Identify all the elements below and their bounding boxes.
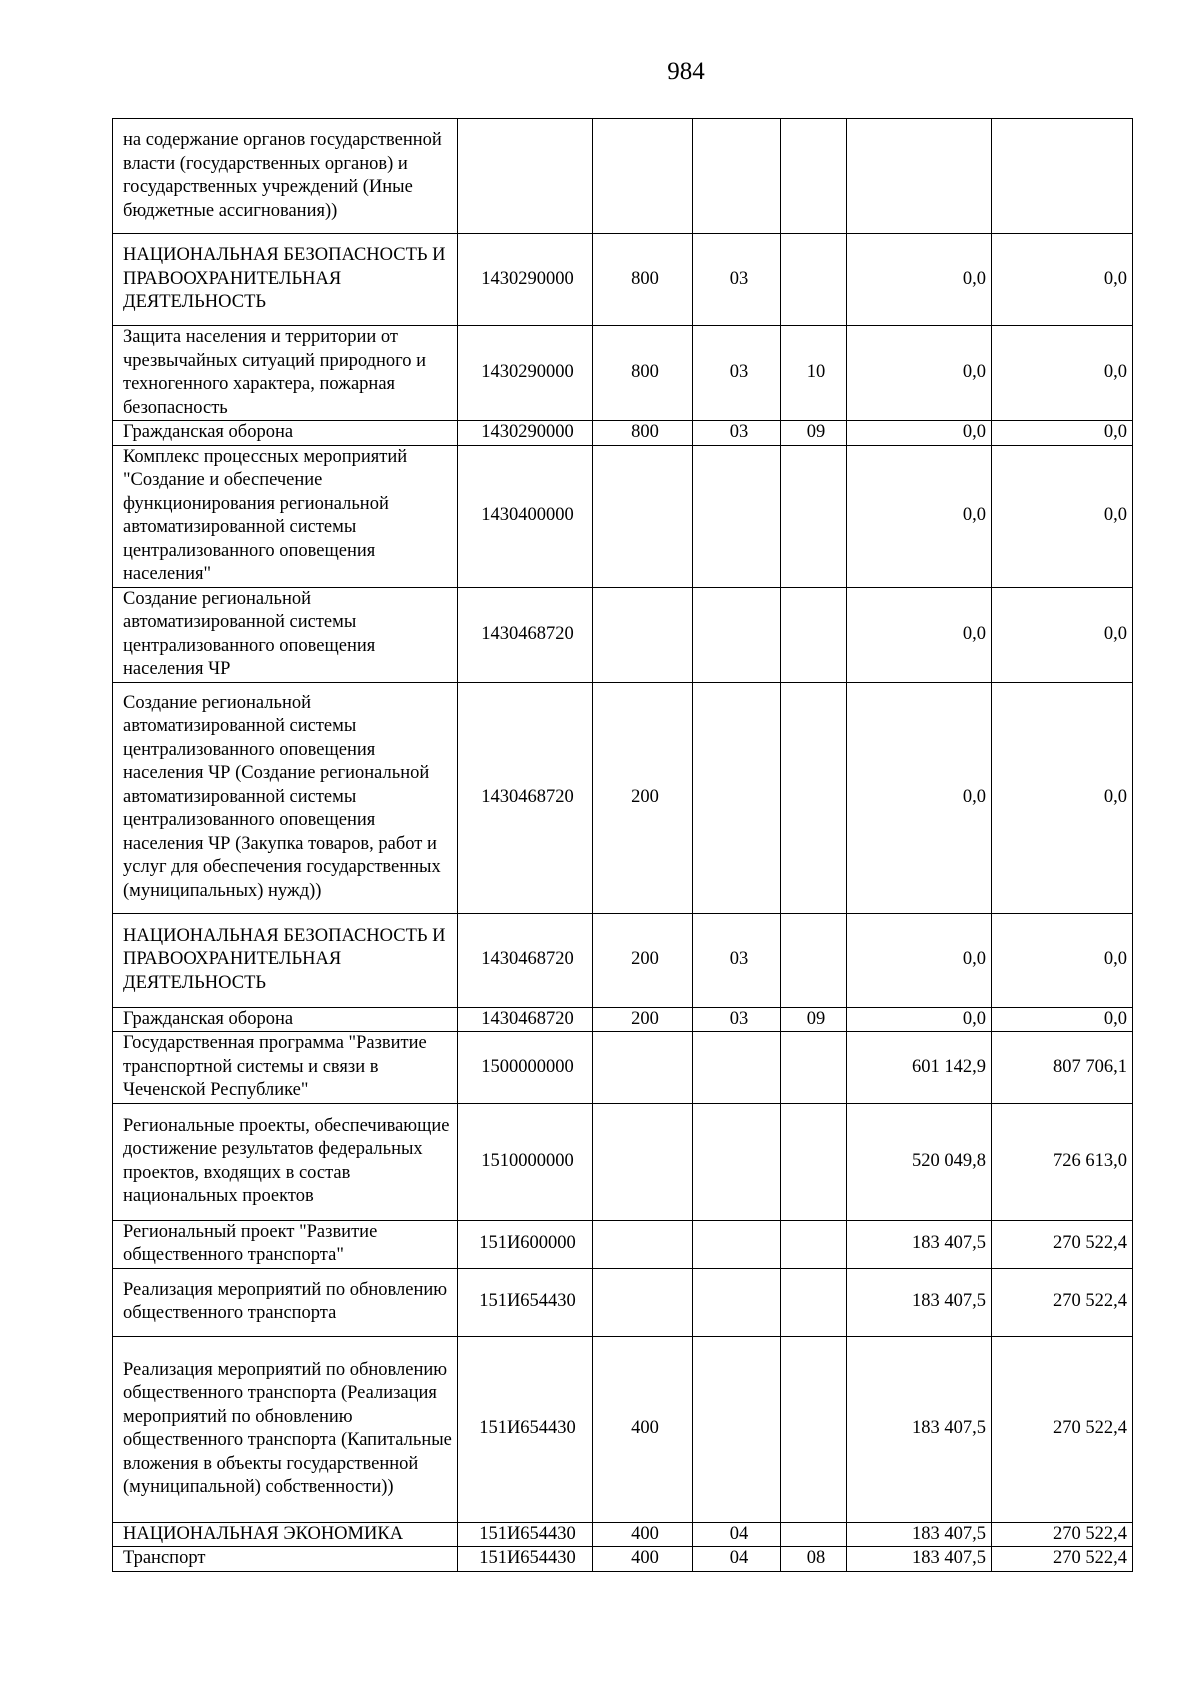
cell-expense-type: 200 [593, 913, 693, 1007]
cell-target-code: 151И654430 [458, 1336, 593, 1522]
table-row [113, 1220, 1133, 1268]
cell-description: Реализация мероприятий по обновлению общественного транспорта [113, 1268, 458, 1336]
cell-amount-2: 0,0 [992, 326, 1133, 421]
cell-amount-1: 0,0 [847, 587, 992, 682]
cell-amount-2: 270 522,4 [992, 1268, 1133, 1336]
cell-target-code: 151И654430 [458, 1547, 593, 1572]
cell-subsection: 09 [781, 1007, 847, 1032]
cell-amount-1: 0,0 [847, 682, 992, 913]
cell-subsection [781, 445, 847, 587]
cell-target-code: 1510000000 [458, 1103, 593, 1220]
cell-target-code: 1430290000 [458, 234, 593, 326]
cell-amount-2: 0,0 [992, 445, 1133, 587]
cell-target-code: 1430290000 [458, 421, 593, 446]
cell-amount-1: 601 142,9 [847, 1032, 992, 1104]
cell-amount-1: 183 407,5 [847, 1547, 992, 1572]
cell-description: Гражданская оборона [113, 421, 458, 446]
cell-amount-1: 0,0 [847, 234, 992, 326]
cell-description: Региональные проекты, обеспечивающие достижение результатов федеральных проектов, входящих в состав национальных проектов [113, 1103, 458, 1220]
cell-amount-2: 0,0 [992, 234, 1133, 326]
cell-section [693, 1103, 781, 1220]
cell-amount-1: 183 407,5 [847, 1522, 992, 1547]
cell-section [693, 445, 781, 587]
cell-amount-1: 183 407,5 [847, 1268, 992, 1336]
cell-amount-2: 0,0 [992, 682, 1133, 913]
cell-section: 03 [693, 913, 781, 1007]
cell-section [693, 1220, 781, 1268]
cell-section: 04 [693, 1547, 781, 1572]
cell-subsection [781, 1032, 847, 1104]
cell-amount-2: 270 522,4 [992, 1336, 1133, 1522]
cell-amount-1: 183 407,5 [847, 1220, 992, 1268]
cell-expense-type [593, 1268, 693, 1336]
cell-amount-1: 0,0 [847, 1007, 992, 1032]
cell-amount-1: 183 407,5 [847, 1336, 992, 1522]
cell-subsection [781, 1522, 847, 1547]
cell-subsection: 09 [781, 421, 847, 446]
cell-amount-2: 0,0 [992, 913, 1133, 1007]
cell-amount-2: 270 522,4 [992, 1522, 1133, 1547]
table-row [113, 326, 1133, 421]
cell-expense-type: 400 [593, 1547, 693, 1572]
cell-section: 04 [693, 1522, 781, 1547]
cell-expense-type [593, 445, 693, 587]
cell-amount-2: 270 522,4 [992, 1220, 1133, 1268]
table-row [113, 587, 1133, 682]
cell-expense-type: 400 [593, 1522, 693, 1547]
cell-amount-1: 0,0 [847, 913, 992, 1007]
table-row [113, 421, 1133, 446]
budget-table [112, 118, 1133, 1572]
cell-amount-2 [992, 119, 1133, 234]
cell-section [693, 1336, 781, 1522]
cell-amount-1: 0,0 [847, 445, 992, 587]
cell-description: Региональный проект "Развитие общественного транспорта" [113, 1220, 458, 1268]
table-row [113, 1103, 1133, 1220]
cell-expense-type: 200 [593, 1007, 693, 1032]
table-row [113, 1336, 1133, 1522]
table-row [113, 1547, 1133, 1572]
table-row [113, 1522, 1133, 1547]
cell-expense-type [593, 119, 693, 234]
table-row [113, 119, 1133, 234]
table-row [113, 234, 1133, 326]
cell-target-code: 1430468720 [458, 1007, 593, 1032]
cell-target-code [458, 119, 593, 234]
cell-amount-2: 270 522,4 [992, 1547, 1133, 1572]
cell-amount-1: 520 049,8 [847, 1103, 992, 1220]
cell-target-code: 151И654430 [458, 1522, 593, 1547]
cell-expense-type [593, 587, 693, 682]
cell-amount-2: 0,0 [992, 421, 1133, 446]
cell-description: Государственная программа "Развитие транспортной системы и связи в Чеченской Республике" [113, 1032, 458, 1104]
cell-target-code: 1430468720 [458, 913, 593, 1007]
cell-expense-type: 200 [593, 682, 693, 913]
cell-section: 03 [693, 326, 781, 421]
cell-target-code: 1430468720 [458, 587, 593, 682]
cell-subsection [781, 1268, 847, 1336]
cell-description: Защита населения и территории от чрезвычайных ситуаций природного и техногенного характера, пожарная безопасность [113, 326, 458, 421]
cell-amount-2: 0,0 [992, 1007, 1133, 1032]
cell-amount-2: 807 706,1 [992, 1032, 1133, 1104]
cell-target-code: 1430290000 [458, 326, 593, 421]
cell-target-code: 1430400000 [458, 445, 593, 587]
cell-expense-type: 800 [593, 421, 693, 446]
cell-section [693, 587, 781, 682]
cell-description: Комплекс процессных мероприятий "Создание и обеспечение функционирования региональной автоматизированной системы централизованного оповещения населения" [113, 445, 458, 587]
cell-description: НАЦИОНАЛЬНАЯ БЕЗОПАСНОСТЬ И ПРАВООХРАНИТЕЛЬНАЯ ДЕЯТЕЛЬНОСТЬ [113, 913, 458, 1007]
cell-expense-type: 800 [593, 326, 693, 421]
cell-description: Гражданская оборона [113, 1007, 458, 1032]
table-row [113, 1007, 1133, 1032]
cell-description: Транспорт [113, 1547, 458, 1572]
cell-section [693, 1032, 781, 1104]
table-row [113, 682, 1133, 913]
cell-amount-1: 0,0 [847, 326, 992, 421]
table-row [113, 1032, 1133, 1104]
cell-target-code: 1500000000 [458, 1032, 593, 1104]
cell-amount-1 [847, 119, 992, 234]
cell-subsection: 10 [781, 326, 847, 421]
table-row [113, 913, 1133, 1007]
cell-expense-type [593, 1220, 693, 1268]
cell-section: 03 [693, 234, 781, 326]
cell-subsection [781, 913, 847, 1007]
cell-subsection [781, 587, 847, 682]
cell-target-code: 1430468720 [458, 682, 593, 913]
cell-description: НАЦИОНАЛЬНАЯ ЭКОНОМИКА [113, 1522, 458, 1547]
cell-section [693, 1268, 781, 1336]
cell-description: Реализация мероприятий по обновлению общественного транспорта (Реализация мероприятий по обновлению общественного транспорта (Капитальные вложения в объекты государственной (муниципальной) собственности)) [113, 1336, 458, 1522]
cell-description: на содержание органов государственной власти (государственных органов) и государственных учреждений (Иные бюджетные ассигнования)) [113, 119, 458, 234]
cell-description: НАЦИОНАЛЬНАЯ БЕЗОПАСНОСТЬ И ПРАВООХРАНИТЕЛЬНАЯ ДЕЯТЕЛЬНОСТЬ [113, 234, 458, 326]
cell-section [693, 119, 781, 234]
page-number: 984 [667, 58, 705, 85]
cell-subsection [781, 1220, 847, 1268]
cell-description: Создание региональной автоматизированной системы централизованного оповещения населения ЧР (Создание региональной автоматизированной системы централизованного оповещения населения ЧР (Закупка товаров, работ и услуг для обеспечения государственных (муниципальных) нужд)) [113, 682, 458, 913]
cell-expense-type [593, 1103, 693, 1220]
cell-subsection [781, 234, 847, 326]
cell-section: 03 [693, 1007, 781, 1032]
cell-description: Создание региональной автоматизированной системы централизованного оповещения населения ЧР [113, 587, 458, 682]
cell-amount-1: 0,0 [847, 421, 992, 446]
cell-section [693, 682, 781, 913]
cell-subsection [781, 1336, 847, 1522]
cell-target-code: 151И654430 [458, 1268, 593, 1336]
cell-expense-type [593, 1032, 693, 1104]
cell-amount-2: 0,0 [992, 587, 1133, 682]
cell-subsection [781, 682, 847, 913]
cell-expense-type: 800 [593, 234, 693, 326]
cell-subsection: 08 [781, 1547, 847, 1572]
cell-expense-type: 400 [593, 1336, 693, 1522]
table-row [113, 445, 1133, 587]
cell-section: 03 [693, 421, 781, 446]
cell-target-code: 151И600000 [458, 1220, 593, 1268]
cell-subsection [781, 1103, 847, 1220]
cell-amount-2: 726 613,0 [992, 1103, 1133, 1220]
cell-subsection [781, 119, 847, 234]
table-row [113, 1268, 1133, 1336]
